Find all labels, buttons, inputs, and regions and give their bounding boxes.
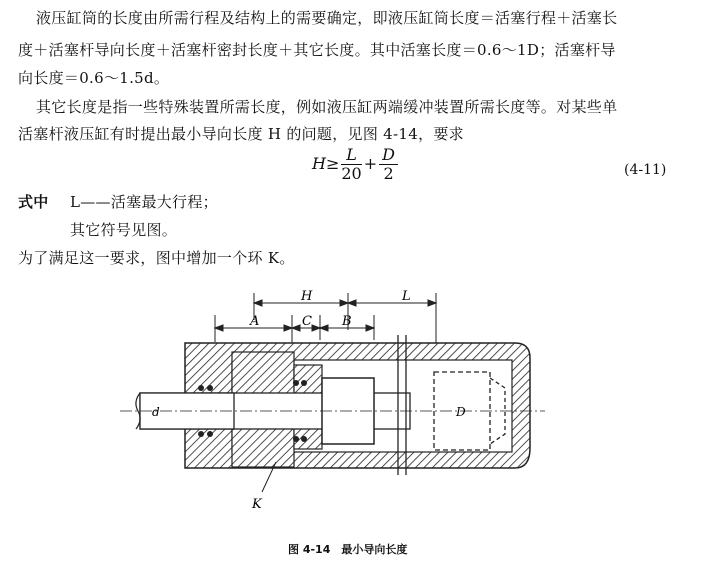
label-b: B: [342, 314, 352, 329]
fraction-denominator: 2: [383, 164, 394, 183]
fraction-numerator: L: [341, 146, 361, 165]
paragraph-2-line-1: 其它长度是指一些特殊装置所需长度，例如液压缸两端缓冲装置所需长度等。对某些单: [36, 98, 618, 116]
figure-caption: 图 4-14 最小导向长度: [288, 543, 408, 556]
explanation-line-2: 其它符号见图。: [70, 221, 178, 239]
label-k: K: [252, 497, 262, 512]
label-a: A: [250, 314, 260, 329]
label-d-rod: d: [152, 405, 160, 419]
paragraph-1-line-1: 液压缸筒的长度由所需行程及结构上的需要确定，即液压缸筒长度＝活塞行程＋活塞长: [36, 9, 618, 27]
fraction-numerator: D: [379, 146, 398, 165]
label-h: H: [301, 289, 313, 304]
paragraph-1-line-2: 度＋活塞杆导向长度＋活塞杆密封长度＋其它长度。其中活塞长度＝0.6～1D；活塞杆导: [18, 41, 616, 59]
formula-plus: +: [363, 154, 378, 173]
fraction-denominator: 20: [341, 164, 362, 183]
formula-lhs: H≥: [312, 154, 340, 173]
label-c: C: [302, 314, 312, 329]
equation-number: (4-11): [624, 162, 667, 178]
paragraph-1-line-3: 向长度＝0.6～1.5d。: [18, 69, 170, 87]
paragraph-2-line-2: 活塞杆液压缸有时提出最小导向长度 H 的问题，见图 4-14，要求: [18, 125, 464, 143]
explanation-line-1: L——活塞最大行程；: [70, 193, 218, 211]
label-l: L: [402, 289, 411, 304]
label-d-bore: D: [456, 405, 466, 419]
explanation-label: 式中: [18, 193, 49, 211]
explanation-line-3: 为了满足这一要求，图中增加一个环 K。: [18, 249, 295, 267]
